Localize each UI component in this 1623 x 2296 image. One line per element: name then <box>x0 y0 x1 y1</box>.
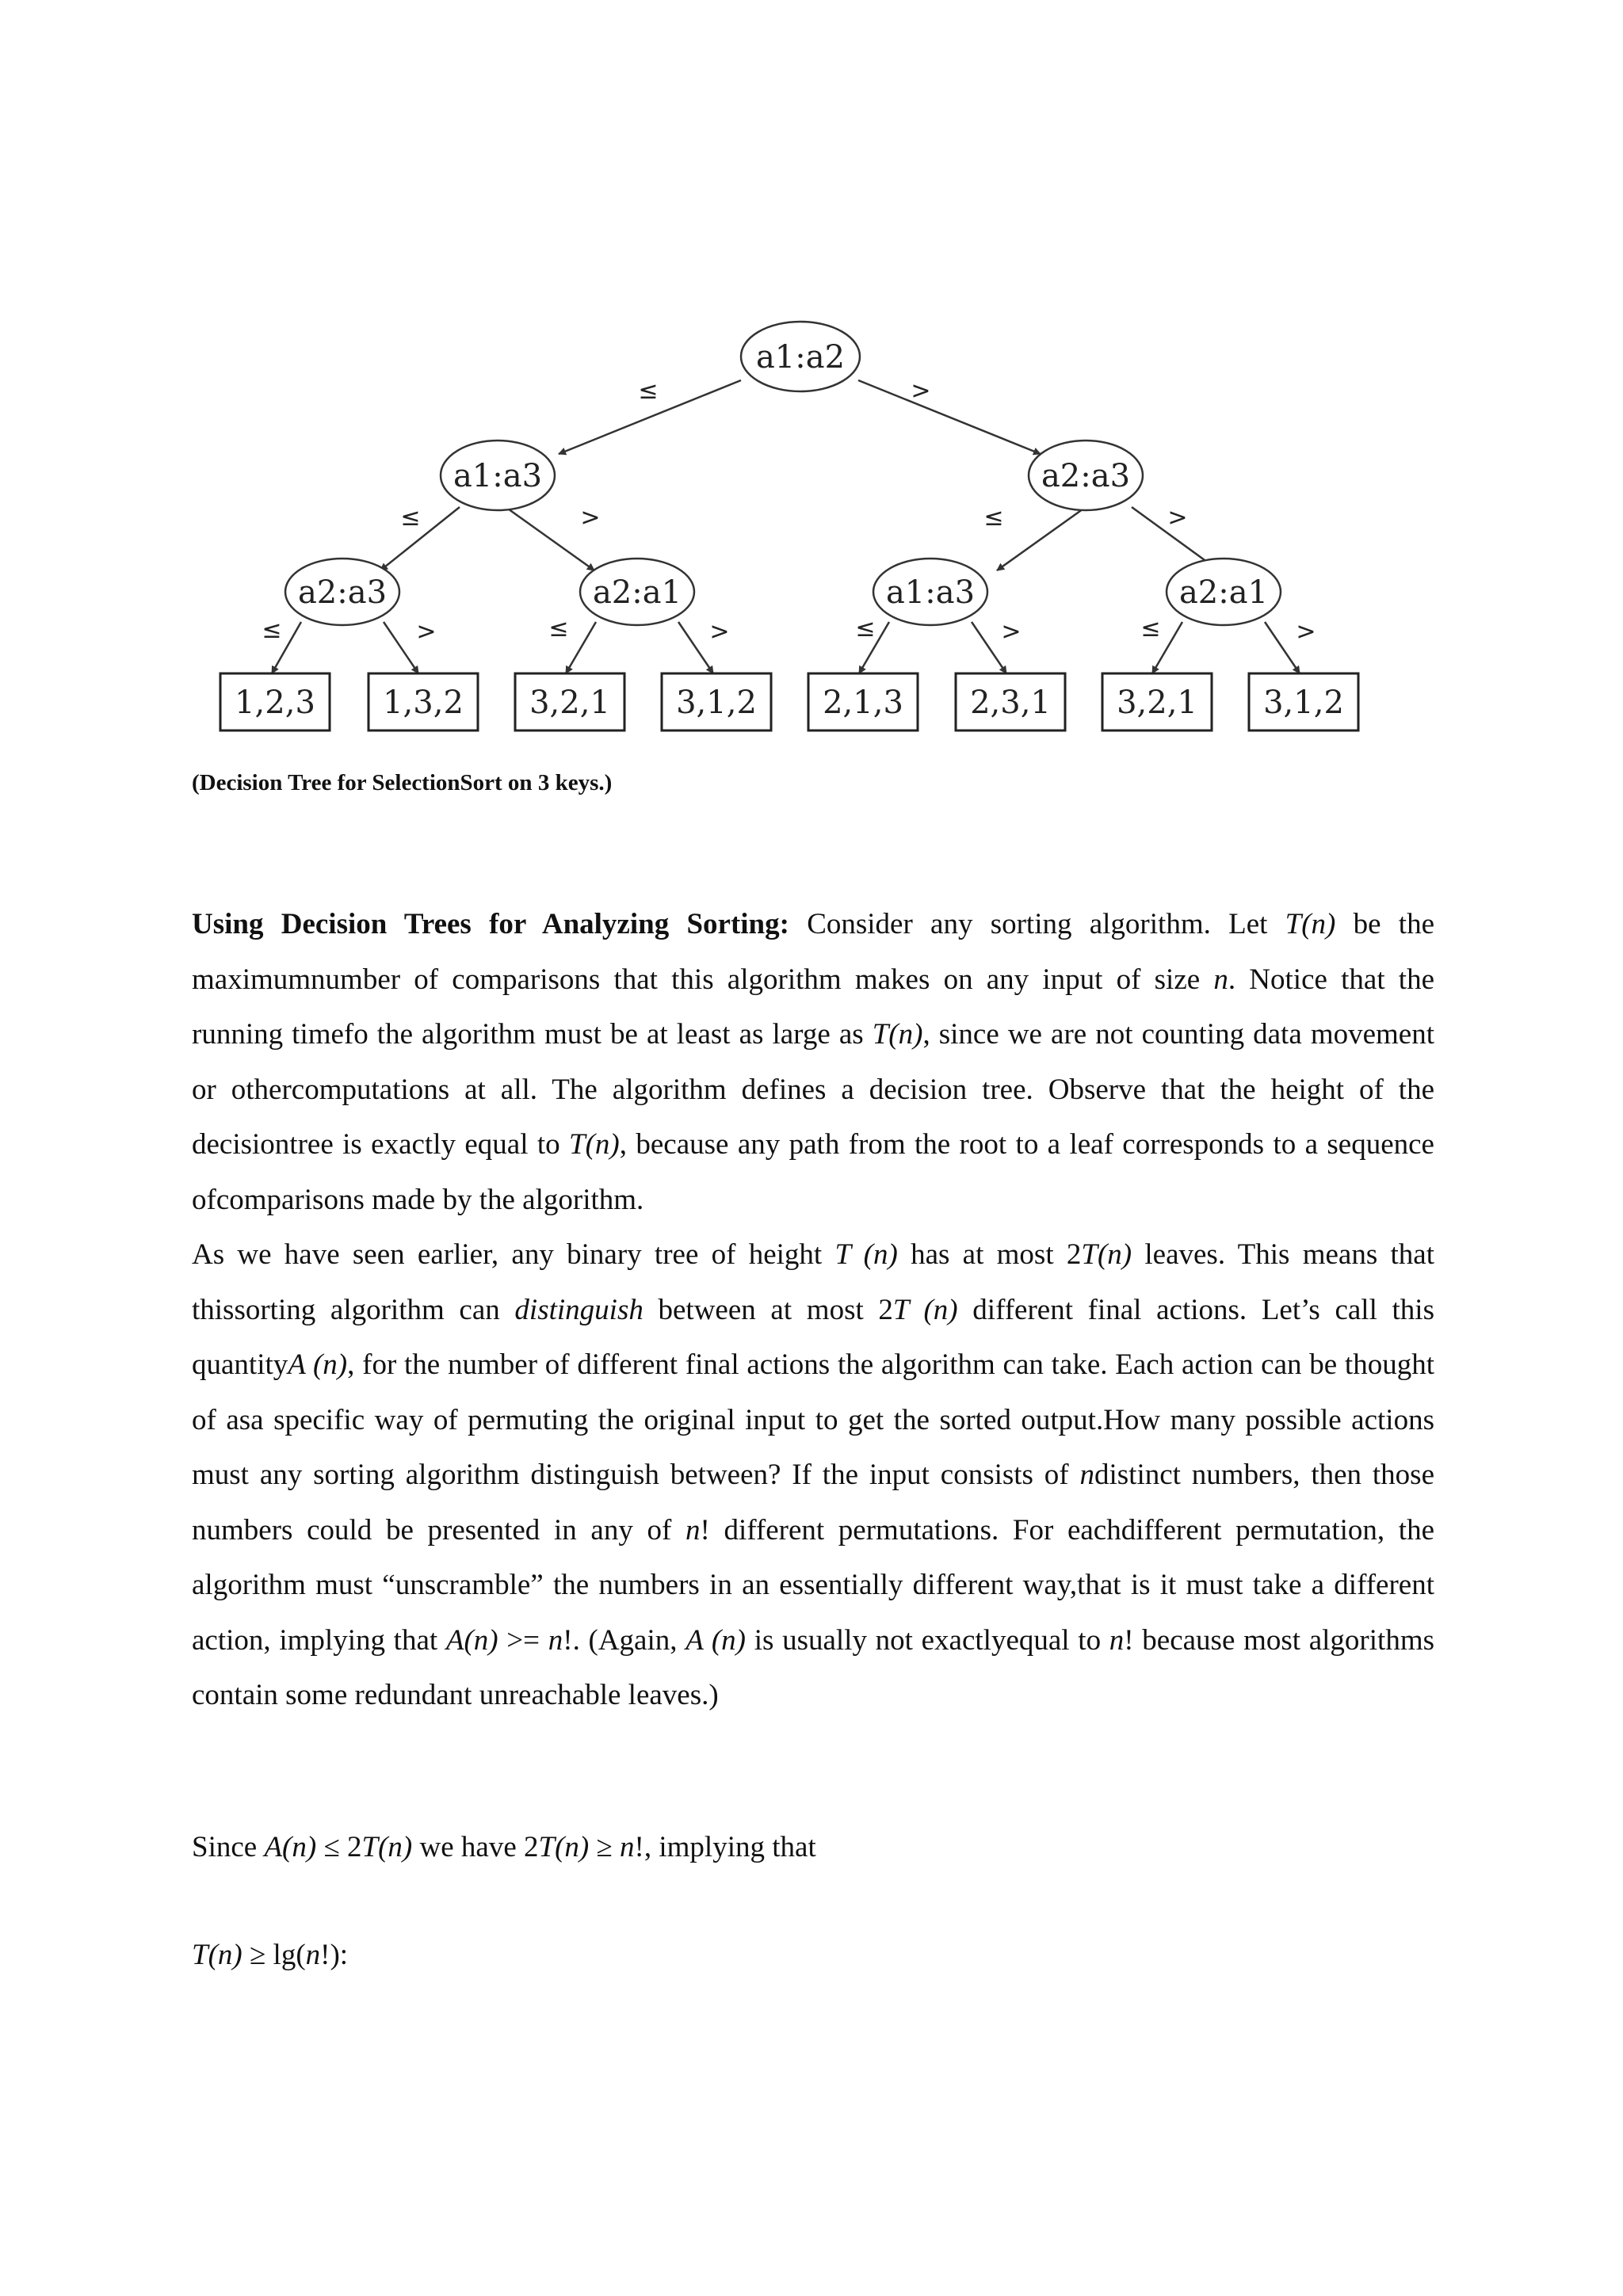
leaf-6 <box>956 673 1065 730</box>
section-heading: Using Decision Trees for Analyzing Sorting: <box>192 908 789 940</box>
svg-text:a2:a3: a2:a3 <box>1041 458 1131 494</box>
svg-text:a2:a1: a2:a1 <box>592 574 682 611</box>
branch-label-gt: > <box>709 618 730 646</box>
edge-r1-left <box>997 507 1086 570</box>
svg-text:2,3,1: 2,3,1 <box>970 685 1051 721</box>
svg-text:a2:a3: a2:a3 <box>297 574 388 611</box>
leaf-4 <box>662 673 771 730</box>
branch-labels <box>262 377 1316 646</box>
figure-caption: (Decision Tree for SelectionSort on 3 keys.) <box>192 770 613 795</box>
emphasis-distinguish: distinguish <box>514 1293 643 1326</box>
svg-text:1,2,3: 1,2,3 <box>235 685 315 721</box>
branch-label-le: ≤ <box>855 615 876 643</box>
branch-label-gt: > <box>1296 618 1316 646</box>
edge-lr-right <box>678 622 713 673</box>
svg-text:3,1,2: 3,1,2 <box>1263 685 1344 721</box>
decision-tree-figure <box>190 313 1395 741</box>
edge-lr-left <box>566 622 596 673</box>
branch-label-gt: > <box>911 377 931 405</box>
svg-text:1,3,2: 1,3,2 <box>383 685 464 721</box>
edge-root-right <box>858 380 1041 454</box>
svg-text:3,1,2: 3,1,2 <box>676 685 757 721</box>
edge-rr-right <box>1265 622 1300 673</box>
branch-label-le: ≤ <box>548 615 569 643</box>
conclusion-formula: T(n) ≥ lg(n!): <box>192 1939 349 1971</box>
svg-text:3,2,1: 3,2,1 <box>1117 685 1197 721</box>
node-level2-1 <box>285 559 399 625</box>
node-level2-4 <box>1167 559 1281 625</box>
leaf-5 <box>808 673 918 730</box>
svg-text:a2:a1: a2:a1 <box>1178 574 1269 611</box>
leaf-8 <box>1249 673 1358 730</box>
inequality-statement: Since A(n) ≤ 2T(n) we have 2T(n) ≥ n!, implying that <box>192 1831 816 1863</box>
leaf-3 <box>515 673 624 730</box>
body-text <box>192 897 1434 1723</box>
branch-label-le: ≤ <box>262 616 282 644</box>
branch-label-gt: > <box>1001 618 1022 646</box>
svg-text:a1:a2: a1:a2 <box>755 339 846 376</box>
svg-text:2,1,3: 2,1,3 <box>823 685 903 721</box>
svg-text:3,2,1: 3,2,1 <box>529 685 610 721</box>
branch-label-gt: > <box>580 504 601 532</box>
leaf-2 <box>369 673 478 730</box>
paragraph-decision-trees: Using Decision Trees for Analyzing Sorting: Consider any sorting algorithm. Let T(n) be the maximumnumber of comparisons that this algorithm makes on any input of size n. Notice that the running timefo the algorithm must be at least as large as T(n), since we are not counting data movement or othercomputations at all. The algorithm defines a decision tree. Observe that the height of the decisiontree is exactly equal to T(n), because any path from the root to a leaf corresponds to a sequence ofcomparisons made by the algorithm. <box>192 908 1434 1216</box>
branch-label-le: ≤ <box>400 504 421 532</box>
branch-label-gt: > <box>416 618 437 646</box>
leaf-7 <box>1102 673 1212 730</box>
branch-label-le: ≤ <box>983 504 1004 532</box>
branch-label-gt: > <box>1167 504 1188 532</box>
branch-label-le: ≤ <box>1140 615 1161 643</box>
node-level1-right <box>1029 441 1143 510</box>
branch-label-le: ≤ <box>638 377 659 405</box>
decision-tree-diagram <box>190 313 1395 741</box>
node-level2-3 <box>873 559 987 625</box>
node-root <box>741 322 860 391</box>
svg-text:a1:a3: a1:a3 <box>885 574 976 611</box>
edge-ll-right <box>384 622 418 673</box>
svg-text:a1:a3: a1:a3 <box>453 458 543 494</box>
leaf-1 <box>220 673 330 730</box>
paragraph-binary-tree: As we have seen earlier, any binary tree of height T (n) has at most 2T(n) leaves. This means that thissorting algorithm can distinguish between at most 2T (n) different final actions. Let’s call this quantityA (n), for the number of different final actions the algorithm can take. Each action can be thought of asa specific way of permuting the original input to get the sorted output.How many possible actions must any sorting algorithm distinguish between? If the input consists of ndistinct numbers, then those numbers could be presented in any of n! different permutations. For eachdifferent permutation, the algorithm must “unscramble” the numbers in an essentially different way,that is it must take a different action, implying that A(n) >= n!. (Again, A (n) is usually not exactlyequal to n! because most algorithms contain some redundant unreachable leaves.) <box>192 1238 1434 1711</box>
node-level1-left <box>441 441 555 510</box>
node-level2-2 <box>580 559 694 625</box>
